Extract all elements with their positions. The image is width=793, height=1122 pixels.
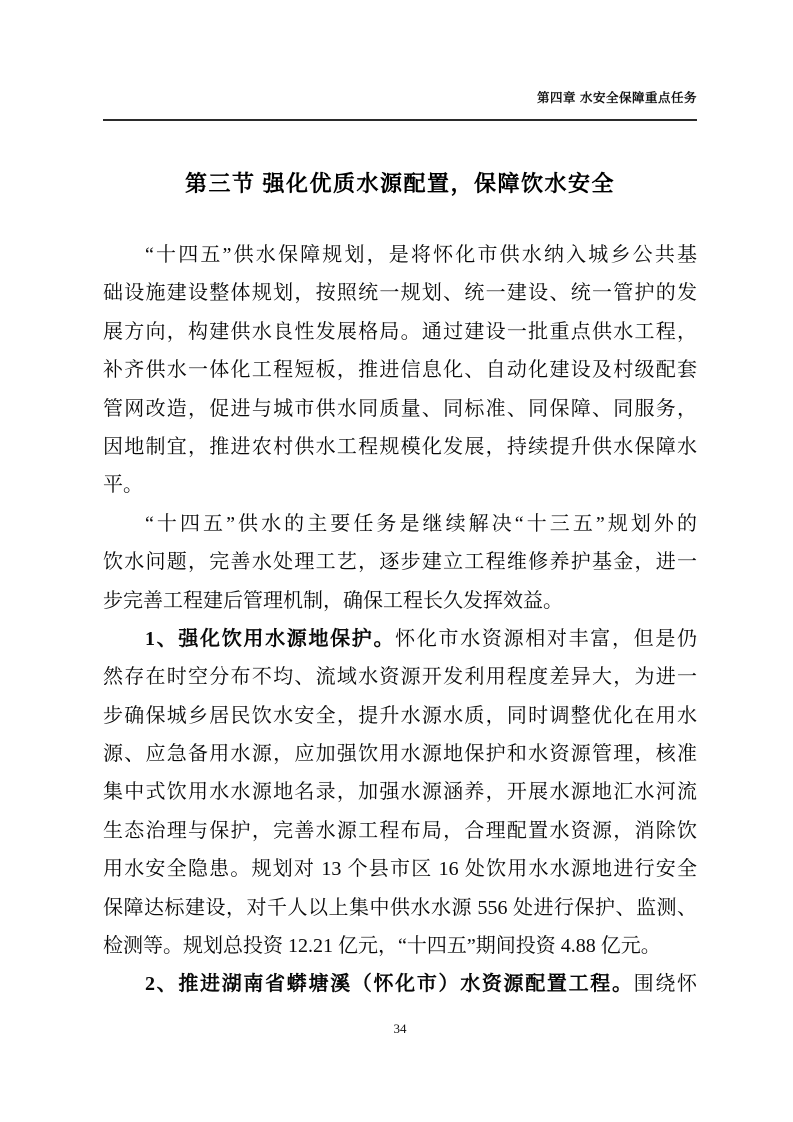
text-line xyxy=(103,428,697,466)
text-line xyxy=(103,236,697,274)
text-line xyxy=(103,927,697,965)
text-segment: 管网改造，促进与城市供水同质量、同标准、同保障、同服务， xyxy=(103,397,697,420)
paragraph xyxy=(103,236,697,505)
paragraph xyxy=(103,505,697,620)
text-line xyxy=(103,351,697,389)
text-segment: 集中式饮用水水源地名录，加强水源涵养，开展水源地汇水河流 xyxy=(103,781,697,804)
text-segment: 饮水问题，完善水处理工艺，逐步建立工程维修养护基金，进一 xyxy=(103,551,697,574)
text-segment: 步完善工程建后管理机制，确保工程长久发挥效益。 xyxy=(103,589,563,612)
text-segment: 保障达标建设，对千人以上集中供水水源 556 处进行保护、监测、 xyxy=(103,896,697,919)
text-line xyxy=(103,735,697,773)
text-line xyxy=(103,812,697,850)
text-line xyxy=(103,620,697,658)
text-line xyxy=(103,850,697,888)
text-line xyxy=(103,390,697,428)
text-line xyxy=(103,965,697,1003)
text-line xyxy=(103,773,697,811)
paragraph xyxy=(103,965,697,1003)
bold-text-segment: 2、推进湖南省蟒塘溪（怀化市）水资源配置工程。 xyxy=(145,973,634,996)
text-line xyxy=(103,582,697,620)
bold-text-segment: 1、强化饮用水源地保护。 xyxy=(145,627,396,650)
text-segment: 础设施建设整体规划，按照统一规划、统一建设、统一管护的发 xyxy=(103,282,697,305)
text-segment: “十四五”供水的主要任务是继续解决“十三五”规划外的 xyxy=(145,512,697,535)
text-line xyxy=(103,543,697,581)
text-line xyxy=(103,697,697,735)
text-line xyxy=(103,466,697,504)
text-segment: 怀化市水资源相对丰富，但是仍 xyxy=(395,627,697,650)
text-segment: 因地制宜，推进农村供水工程规模化发展，持续提升供水保障水 xyxy=(103,435,697,458)
running-header-chapter: 第四章 水安全保障重点任务 xyxy=(537,91,697,105)
text-segment: “十四五”供水保障规划，是将怀化市供水纳入城乡公共基 xyxy=(145,244,697,266)
text-segment: 检测等。规划总投资 12.21 亿元，“十四五”期间投资 4.88 亿元。 xyxy=(103,935,661,958)
section-title: 第三节 强化优质水源配置，保障饮水安全 xyxy=(184,171,615,196)
text-segment: 源、应急备用水源，应加强饮用水源地保护和水资源管理，核准 xyxy=(103,743,697,766)
text-line xyxy=(103,889,697,927)
text-segment: 平。 xyxy=(103,474,143,497)
header-rule xyxy=(103,119,697,121)
text-segment: 步确保城乡居民饮水安全，提升水源水质，同时调整优化在用水 xyxy=(103,704,697,727)
document-body xyxy=(103,236,697,1004)
text-line xyxy=(103,505,697,543)
text-segment: 补齐供水一体化工程短板，推进信息化、自动化建设及村级配套 xyxy=(103,359,697,382)
paragraph xyxy=(103,620,697,966)
text-segment: 展方向，构建供水良性发展格局。通过建设一批重点供水工程， xyxy=(103,320,697,343)
page-number: 34 xyxy=(393,1021,407,1036)
text-line xyxy=(103,313,697,351)
text-segment: 围绕怀 xyxy=(633,973,697,996)
text-line xyxy=(103,274,697,312)
text-segment: 生态治理与保护，完善水源工程布局，合理配置水资源，消除饮 xyxy=(103,819,697,842)
text-segment: 用水安全隐患。规划对 13 个县市区 16 处饮用水水源地进行安全 xyxy=(103,858,697,881)
text-segment: 然存在时空分布不均、流域水资源开发利用程度差异大，为进一 xyxy=(103,666,697,689)
text-line xyxy=(103,658,697,696)
